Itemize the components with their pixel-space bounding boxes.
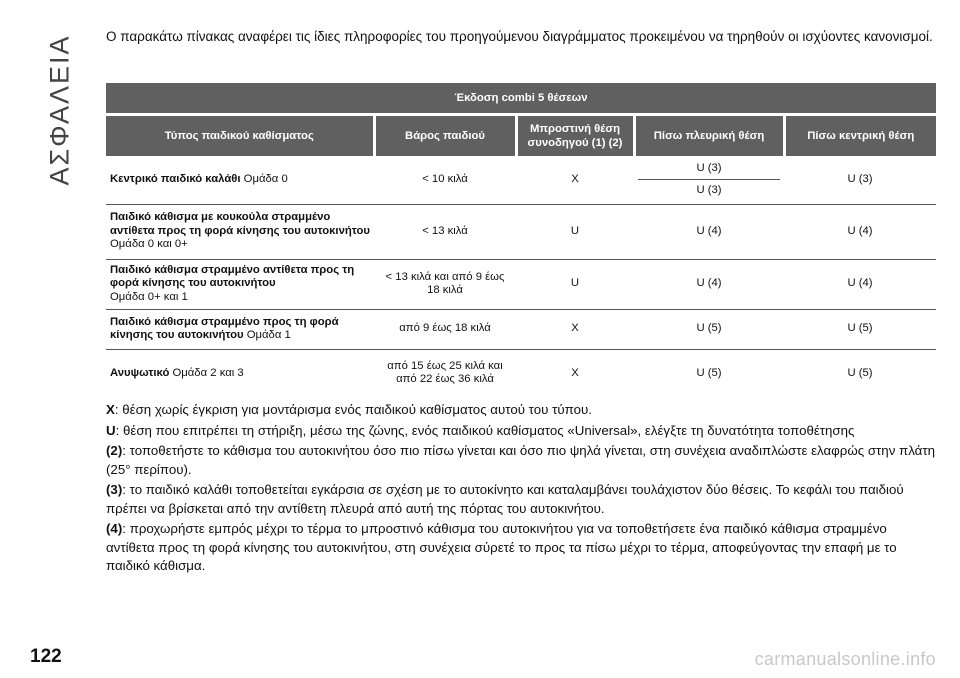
front-seat-cell: X — [516, 156, 634, 204]
rear-center-cell: U (4) — [784, 204, 936, 259]
rear-center-cell: U (5) — [784, 309, 936, 349]
front-seat-cell: U — [516, 259, 634, 309]
rear-side-cell: U (5) — [634, 309, 784, 349]
note-text: : το παιδικό καλάθι τοποθετείται εγκάρσια σε σχέση με το αυτοκίνητο και καταλαμβάνει τουλάχιστον δύο θέσεις. Το κεφάλι του παιδιού πρέπει να βρίσκεται από την αντίθετη πλευρά από αυτή της πόρτας του αυτοκινήτου. — [106, 482, 904, 516]
table-row — [106, 204, 936, 259]
rear-side-cell — [634, 156, 784, 204]
weight-cell: < 13 κιλά και από 9 έως 18 κιλά — [374, 259, 516, 309]
seat-type-cell — [106, 349, 374, 397]
rear-center-cell: U (4) — [784, 259, 936, 309]
table-row — [106, 349, 936, 397]
section-title-text: ΑΣΦΑΛΕΙΑ — [44, 34, 75, 186]
weight-cell: < 13 κιλά — [374, 204, 516, 259]
note-label: (4) — [106, 521, 123, 536]
table-row — [106, 156, 936, 204]
note-x — [106, 401, 936, 420]
column-header-seat-type: Τύπος παιδικού καθίσματος — [106, 115, 374, 157]
front-seat-cell: X — [516, 309, 634, 349]
rear-side-top: U (3) — [638, 162, 780, 181]
seat-type-bold: Παιδικό κάθισμα στραμμένο αντίθετα προς τη φορά κίνησης του αυτοκινήτου — [110, 263, 355, 290]
watermark: carmanualsonline.info — [754, 649, 936, 669]
seat-type-bold: Κεντρικό παιδικό καλάθι — [110, 173, 241, 185]
front-seat-cell: X — [571, 366, 579, 379]
intro-paragraph: Ο παρακάτω πίνακας αναφέρει τις ίδιες πληροφορίες του προηγούμενου διαγράμματος προκειμένου να τηρηθούν οι ισχύοντες κανονισμοί. — [106, 29, 933, 44]
column-header-weight: Βάρος παιδιού — [374, 115, 516, 157]
seat-group: Ομάδα 1 — [243, 329, 291, 341]
seat-type-bold: Παιδικό κάθισμα με κουκούλα στραμμένο αντίθετα προς τη φορά κίνησης του αυτοκινήτου — [110, 211, 370, 237]
seat-type-cell — [106, 259, 374, 309]
table-row — [106, 309, 936, 349]
note-2 — [106, 442, 936, 479]
rear-side-cell: U (5) — [696, 366, 722, 379]
section-side-title — [40, 20, 80, 200]
note-4 — [106, 520, 936, 576]
weight-cell: από 15 έως 25 κιλά και από 22 έως 36 κιλά — [387, 359, 503, 386]
front-seat-cell: U — [516, 204, 634, 259]
seat-type-cell — [106, 156, 374, 204]
note-text: : θέση που επιτρέπει τη στήριξη, μέσω της ζώνης, ενός παιδικού καθίσματος «Universal», ελέγξτε τη δυνατότητα τοποθέτησης — [115, 422, 855, 438]
column-header-rear-center: Πίσω κεντρική θέση — [784, 115, 936, 157]
table-row — [106, 259, 936, 309]
note-text: : θέση χωρίς έγκριση για μοντάρισμα ενός παιδικού καθίσματος αυτού του τύπου. — [114, 402, 592, 417]
seat-group: Ομάδα 2 και 3 — [169, 366, 244, 379]
legend-notes — [106, 401, 936, 578]
weight-cell: από 9 έως 18 κιλά — [374, 309, 516, 349]
seat-group: Ομάδα 0+ και 1 — [110, 290, 188, 303]
table-version-header: Έκδοση combi 5 θέσεων — [106, 83, 936, 115]
note-text: : τοποθετήστε το κάθισμα του αυτοκινήτου όσο πιο πίσω γίνεται και όσο πιο ψηλά γίνεται, στη συνέχεια αναδιπλώστε ελαφρώς στην πλάτη (25° περίπου). — [106, 443, 935, 477]
seat-group: Ομάδα 0 — [240, 173, 288, 185]
weight-cell: < 10 κιλά — [374, 156, 516, 204]
note-u — [106, 422, 936, 441]
note-label: U — [106, 422, 116, 438]
note-text: : προχωρήστε εμπρός μέχρι το τέρμα το μπροστινό κάθισμα του αυτοκινήτου για να τοποθετήσετε ένα παιδικό κάθισμα στραμμένο αντίθετα προς τη φορά κίνησης του αυτοκινήτου, στη συνέχεια σύρετέ το προς τα πίσω μέχρι το τέρμα, αποφεύγοντας την επαφή με το παιδικό κάθισμα. — [106, 521, 897, 573]
rear-center-cell: U (3) — [784, 156, 936, 204]
rear-side-cell: U (4) — [634, 204, 784, 259]
note-label: (3) — [106, 482, 123, 497]
seat-group: Ομάδα 0 και 0+ — [110, 238, 188, 251]
seat-type-bold: Ανυψωτικό — [110, 366, 170, 379]
column-header-front-passenger: Μπροστινή θέση συνοδηγού (1) (2) — [516, 115, 634, 157]
seat-type-cell — [106, 309, 374, 349]
page-number: 122 — [30, 646, 62, 667]
seat-type-cell — [106, 204, 374, 259]
seat-type-bold: Παιδικό κάθισμα στραμμένο προς τη φορά κίνησης του αυτοκινήτου — [110, 315, 339, 341]
note-3 — [106, 481, 936, 518]
note-label: X — [106, 402, 115, 417]
note-label: (2) — [106, 443, 123, 458]
rear-side-cell: U (4) — [634, 259, 784, 309]
column-header-rear-side: Πίσω πλευρική θέση — [634, 115, 784, 157]
child-seat-table — [106, 83, 936, 397]
rear-side-bottom: U (3) — [696, 184, 722, 197]
rear-center-cell: U (5) — [847, 366, 873, 379]
